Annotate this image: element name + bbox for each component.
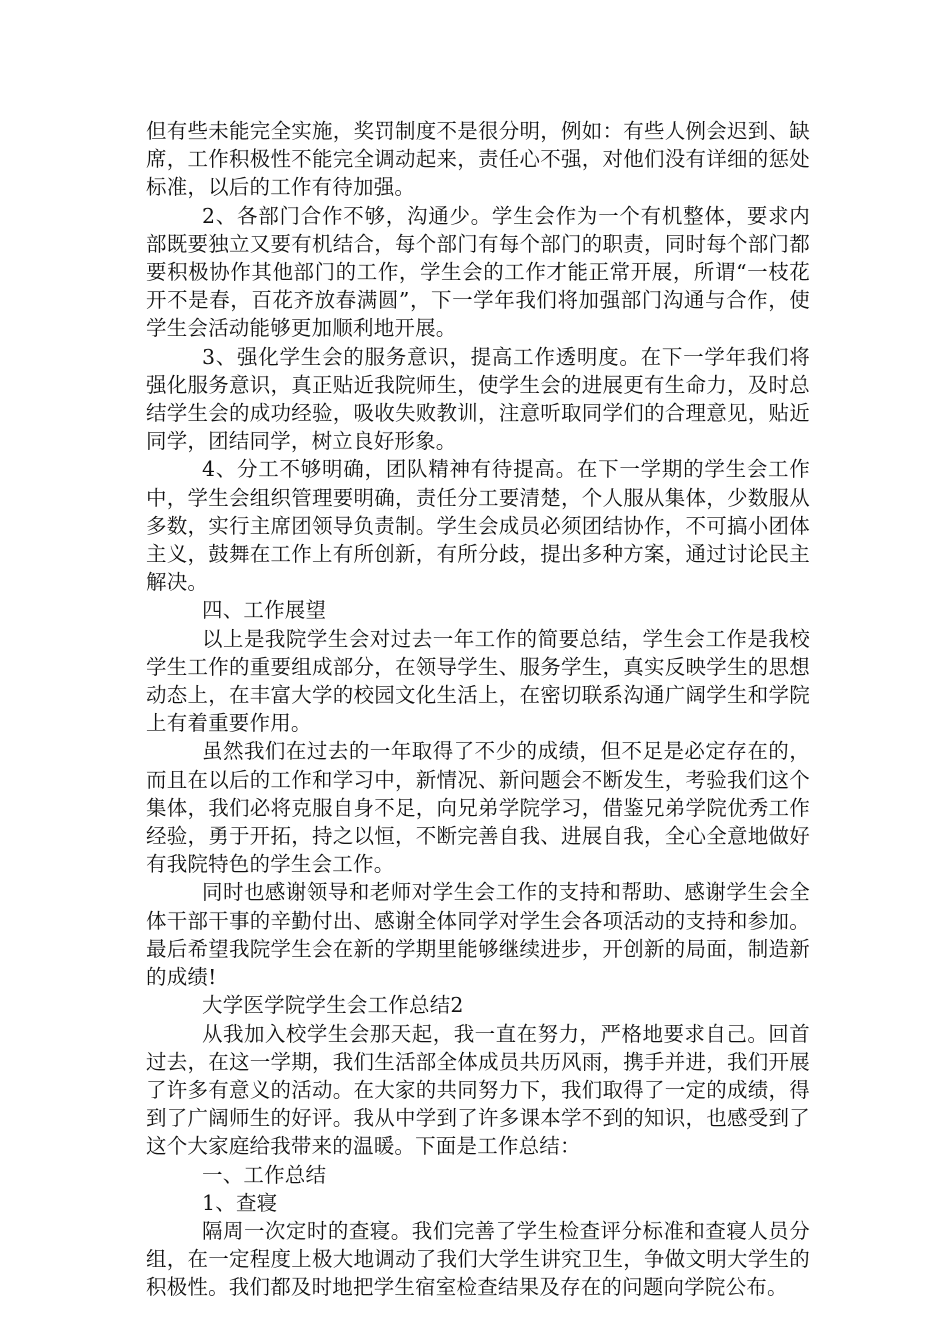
paragraph-penalty-system: 但有些未能完全实施，奖罚制度不是很分明，例如：有些人例会迟到、缺席，工作积极性不能完全调动起来，责任心不强，对他们没有详细的惩处标准，以后的工作有待加强。: [146, 119, 810, 200]
paragraph-introduction: 从我加入校学生会那天起，我一直在努力，严格地要求自己。回首过去，在这一学期，我们生活部全体成员共历风雨，携手并进，我们开展了许多有意义的活动。在大家的共同努力下，我们取得了一定的成绩，得到了广阔师生的好评。我从中学到了许多课本学不到的知识，也感受到了这个大家庭给我带来的温暖。下面是工作总结：: [146, 1021, 810, 1159]
section-heading-outlook: 四、工作展望: [202, 598, 327, 623]
paragraph-service-awareness: 3、强化学生会的服务意识，提高工作透明度。在下一学年我们将强化服务意识，真正贴近我院师生，使学生会的进展更有生命力，及时总结学生会的成功经验，吸收失败教训，注意听取同学们的合理意见，贴近同学，团结同学，树立良好形象。: [146, 344, 810, 454]
section-heading-work-summary: 一、工作总结: [202, 1162, 327, 1187]
paragraph-thanks: 同时也感谢领导和老师对学生会工作的支持和帮助、感谢学生会全体干部干事的辛勤付出、感谢全体同学对学生会各项活动的支持和参加。最后希望我院学生会在新的学期里能够继续进步，开创新的局面，制造新的成绩!: [146, 880, 810, 990]
paragraph-dorm-inspection: 隔周一次定时的查寝。我们完善了学生检查评分标准和查寝人员分组，在一定程度上极大地调动了我们大学生讲究卫生，争做文明大学生的积极性。我们都及时地把学生宿室检查结果及存在的问题向学院公布。: [146, 1218, 810, 1300]
paragraph-summary: 以上是我院学生会对过去一年工作的简要总结，学生会工作是我校学生工作的重要组成部分，在领导学生、服务学生，真实反映学生的思想动态上，在丰富大学的校园文化生活上，在密切联系沟通广阔学生和学院上有着重要作用。: [146, 626, 810, 736]
paragraph-department-cooperation: 2、各部门合作不够，沟通少。学生会作为一个有机整体，要求内部既要独立又要有机结合，每个部门有每个部门的职责，同时每个部门都要积极协作其他部门的工作，学生会的工作才能正常开展，所谓“一枝花开不是春，百花齐放春满圆”，下一学年我们将加强部门沟通与合作，使学生会活动能够更加顺利地开展。: [146, 203, 810, 341]
paragraph-shortcomings: 虽然我们在过去的一年取得了不少的成绩，但不足是必定存在的，而且在以后的工作和学习中，新情况、新问题会不断发生，考验我们这个集体，我们必将克服自身不足，向兄弟学院学习，借鉴兄弟学院优秀工作经验，勇于开拓，持之以恒，不断完善自我、进展自我，全心全意地做好有我院特色的学生会工作。: [146, 739, 810, 877]
subheading-dorm-inspection: 1、查寝: [202, 1190, 278, 1215]
document-title-2: 大学医学院学生会工作总结2: [202, 993, 464, 1018]
paragraph-division-of-labor: 4、分工不够明确，团队精神有待提高。在下一学期的学生会工作中，学生会组织管理要明确，责任分工要清楚，个人服从集体，少数服从多数，实行主席团领导负责制。学生会成员必须团结协作，不可搞小团体主义，鼓舞在工作上有所创新，有所分歧，提出多种方案，通过讨论民主解决。: [146, 457, 810, 595]
document-body: [146, 117, 810, 1302]
